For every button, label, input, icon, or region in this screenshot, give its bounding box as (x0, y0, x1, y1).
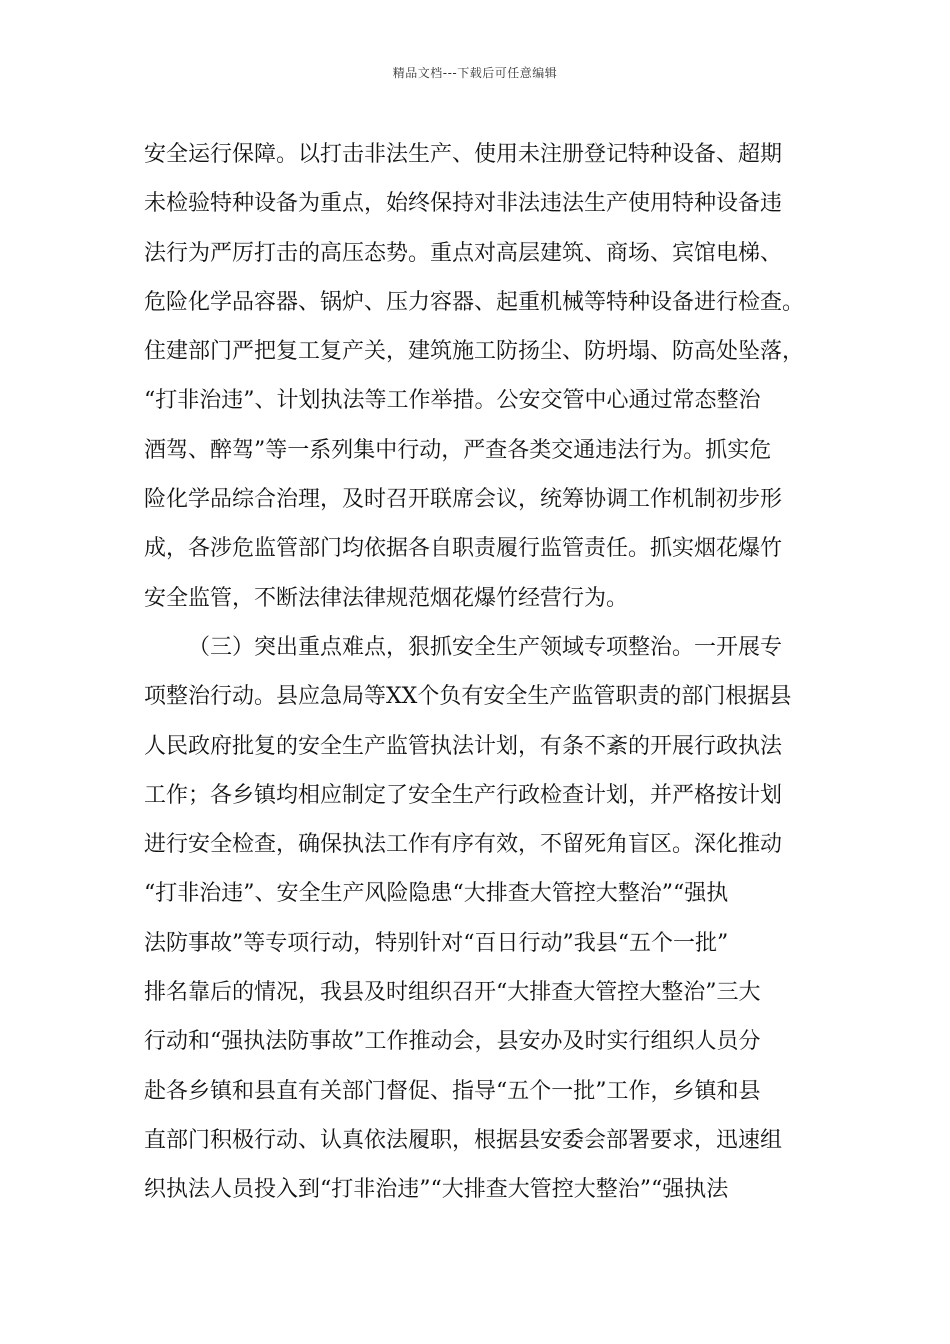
text-line: 工作；各乡镇均相应制定了安全生产行政检查计划，并严格按计划 (144, 782, 783, 808)
text-line: 法行为严厉打击的高压态势。重点对高层建筑、商场、宾馆电梯、 (144, 240, 783, 266)
text-line: 项整治行动。县应急局等XX个负有安全生产监管职责的部门根据县 (144, 684, 792, 710)
text-line: 排名靠后的情况，我县及时组织召开“大排查大管控大整治”三大 (144, 980, 761, 1006)
page-header: 精品文档---下载后可任意编辑 (392, 66, 558, 80)
text-line: 织执法人员投入到“打非治违”“大排查大管控大整治”“强执法 (144, 1177, 729, 1203)
text-line: “打非治违”、安全生产风险隐患“大排查大管控大整治”“强执 (144, 881, 729, 907)
text-line: 未检验特种设备为重点，始终保持对非法违法生产使用特种设备违 (144, 191, 783, 217)
text-line: 直部门积极行动、认真依法履职，根据县安委会部署要求，迅速组 (144, 1127, 783, 1153)
text-line: 酒驾、醉驾”等一系列集中行动，严查各类交通违法行为。抓实危 (144, 437, 772, 463)
text-line: 住建部门严把复工复产关，建筑施工防扬尘、防坍塌、防高处坠落， (144, 339, 805, 365)
text-line: 安全监管，不断法律法律规范烟花爆竹经营行为。 (144, 585, 629, 611)
section-heading-line: （三）突出重点难点，狠抓安全生产领域专项整治。一开展专 (188, 634, 783, 660)
document-body (144, 130, 814, 1215)
text-line: 险化学品综合治理，及时召开联席会议，统筹协调工作机制初步形 (144, 487, 783, 513)
text-line: 赴各乡镇和县直有关部门督促、指导“五个一批”工作，乡镇和县 (144, 1078, 761, 1104)
text-line: 法防事故”等专项行动，特别针对“百日行动”我县“五个一批” (144, 930, 729, 956)
text-line: 进行安全检查，确保执法工作有序有效，不留死角盲区。深化推动 (144, 832, 783, 858)
text-line: 安全运行保障。以打击非法生产、使用未注册登记特种设备、超期 (144, 142, 783, 167)
text-line: 行动和“强执法防事故”工作推动会，县安办及时实行组织人员分 (144, 1029, 761, 1055)
text-line: 成，各涉危监管部门均依据各自职责履行监管责任。抓实烟花爆竹 (144, 536, 783, 562)
text-line: 危险化学品容器、锅炉、压力容器、起重机械等特种设备进行检查。 (144, 289, 805, 315)
text-line: 人民政府批复的安全生产监管执法计划，有条不紊的开展行政执法 (144, 733, 783, 759)
text-line: “打非治违”、计划执法等工作举措。公安交管中心通过常态整治 (144, 388, 761, 414)
